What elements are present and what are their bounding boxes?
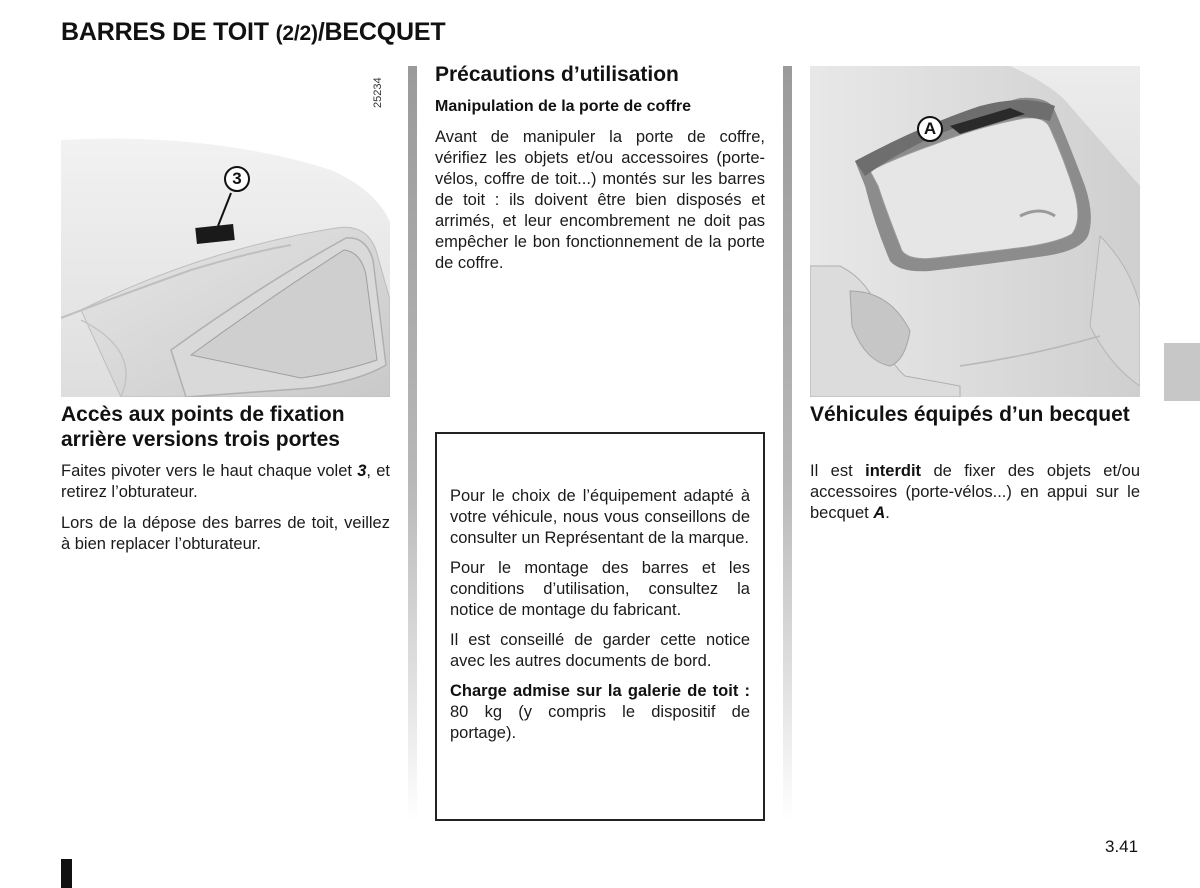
page-title (61, 18, 445, 47)
load-label: Charge admise sur la galerie de toit : (450, 682, 750, 700)
left-paragraph-2: Lors de la dépose des barres de toit, veillez à bien replacer l’obturateur. (61, 514, 390, 553)
note-paragraph-1: Pour le choix de l’équipement adapté à votre véhicule, nous vous conseillons de consulter un Représentant de la marque. (450, 487, 750, 547)
column-separator-left (408, 66, 417, 821)
note-load-capacity (450, 681, 750, 744)
car-rear-spoiler-drawing (810, 66, 1140, 397)
middle-paragraph: Avant de manipuler la porte de coffre, vérifiez les objets et/ou accessoires (porte-vélos, coffre de toit...) montés sur les barres de toit : ils doivent être bien disposés et arrimés, et leur encombrement ne doit pas empêcher le bon fonctionnement de la porte de coffre. (435, 128, 765, 272)
becquet-ref: A (873, 504, 886, 522)
callout-a: A (917, 116, 943, 142)
middle-subheading: Manipulation de la porte de coffre (435, 98, 692, 115)
car-roof-rear-drawing (61, 110, 390, 397)
load-value: 80 kg (y compris le dispositif de portage). (450, 703, 750, 742)
callout-3: 3 (224, 166, 250, 192)
note-paragraph-3: Il est conseillé de garder cette notice avec les autres documents de bord. (450, 631, 750, 670)
title-main: BARRES DE TOIT (61, 18, 276, 46)
volet-ref: 3 (357, 462, 367, 480)
bottom-margin-mark (61, 859, 72, 888)
right-paragraph: Il est interdit de fixer des objets et/ou accessoires (porte-vélos...) en appui sur le becquet A. (810, 462, 1140, 522)
interdit-emphasis: interdit (865, 462, 922, 480)
page-number: 3.41 (1105, 837, 1139, 856)
roof-bar-fixation-illustration (61, 110, 390, 397)
left-paragraph-1: Faites pivoter vers le haut chaque volet 3, et retirez l’obturateur. (61, 462, 390, 501)
chapter-side-tab (1164, 343, 1200, 401)
title-part-number: (2/2) (275, 22, 318, 45)
left-image-ref-code: 25234 (372, 77, 384, 108)
column-separator-right (783, 66, 792, 821)
note-box (435, 432, 765, 821)
middle-heading: Précautions d’utilisation (435, 63, 679, 86)
title-end: /BECQUET (317, 18, 446, 46)
left-heading: Accès aux points de fixation arrière versions trois portes (61, 403, 345, 451)
note-paragraph-2: Pour le montage des barres et les conditions d’utilisation, consultez la notice de montage du fabricant. (450, 559, 750, 619)
right-heading: Véhicules équipés d’un becquet (810, 403, 1130, 426)
spoiler-illustration (810, 66, 1140, 397)
